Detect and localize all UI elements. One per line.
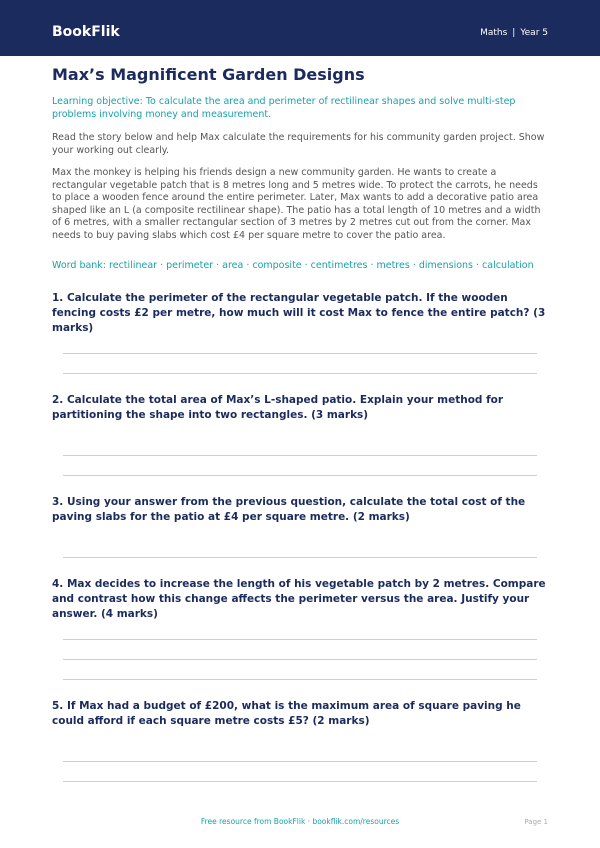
answer-line[interactable] — [63, 781, 537, 782]
learning-objective: Learning objective: To calculate the area and perimeter of rectilinear shapes and solve multi-step problems involving money and measurement. — [52, 96, 516, 120]
intro-text: Read the story below and help Max calculate the requirements for his community garden project. Show your working out clearly. — [52, 132, 545, 156]
question-1: 1. Calculate the perimeter of the rectangular vegetable patch. If the wooden fencing costs £2 per metre, how much will it cost Max to fence the entire patch? (3 marks) — [52, 292, 546, 334]
question-2: 2. Calculate the total area of Max’s L-shaped patio. Explain your method for partitioning the shape into two rectangles. (3 marks) — [52, 394, 504, 421]
page-number: Page 1 — [524, 818, 548, 826]
word-bank: Word bank: rectilinear · perimeter · area · composite · centimetres · metres · dimensions · calculation — [52, 260, 534, 271]
story-text: Max the monkey is helping his friends design a new community garden. He wants to create a rectangular vegetable patch that is 8 metres long and 5 metres wide. To protect the carrots, he needs to place a wooden fence around the entire perimeter. Later, Max wants to add a decorative patio area shaped like an L (a composite rectilinear shape). The patio has a total length of 10 metres and a width of 6 metres, with a smaller rectangular section of 3 metres by 2 metres cut out from the corner. Max needs to buy paving slabs which cost £4 per square metre to cover the patio area. — [52, 167, 541, 241]
subject-label: Maths — [480, 28, 508, 38]
answer-line[interactable] — [63, 373, 537, 374]
answer-line[interactable] — [63, 475, 537, 476]
word-bank-word: centimetres — [310, 260, 368, 271]
meta-separator: | — [512, 28, 516, 38]
word-bank-word: rectilinear — [109, 260, 158, 271]
question-5: 5. If Max had a budget of £200, what is the maximum area of square paving he could afford if each square metre costs £5? (2 marks) — [52, 700, 521, 727]
word-bank-word: calculation — [482, 260, 534, 271]
word-bank-word: composite — [252, 260, 302, 271]
footer-text: Free resource from BookFlik · bookflik.com/resources — [200, 817, 400, 826]
header-meta — [480, 28, 548, 38]
answer-line[interactable] — [63, 353, 537, 354]
answer-line[interactable] — [63, 659, 537, 660]
header-bar — [0, 0, 600, 56]
answer-line[interactable] — [63, 455, 537, 456]
brand-logo: BookFlik — [52, 24, 120, 40]
word-bank-word: metres — [376, 260, 410, 271]
word-bank-word: dimensions — [418, 260, 474, 271]
question-3: 3. Using your answer from the previous question, calculate the total cost of the paving slabs for the patio at £4 per square metre. (2 marks) — [52, 496, 526, 523]
answer-line[interactable] — [63, 679, 537, 680]
year-label: Year 5 — [520, 28, 548, 38]
question-4: 4. Max decides to increase the length of his vegetable patch by 2 metres. Compare and contrast how this change affects the perimeter versus the area. Justify your answer. (4 marks) — [52, 578, 546, 620]
word-bank-label: Word bank: — [52, 260, 107, 271]
word-bank-word: perimeter — [166, 260, 214, 271]
answer-line[interactable] — [63, 639, 537, 640]
page-title: Max’s Magnificent Garden Designs — [52, 65, 365, 84]
answer-line[interactable] — [63, 761, 537, 762]
word-bank-word: area — [222, 260, 244, 271]
answer-line[interactable] — [63, 557, 537, 558]
